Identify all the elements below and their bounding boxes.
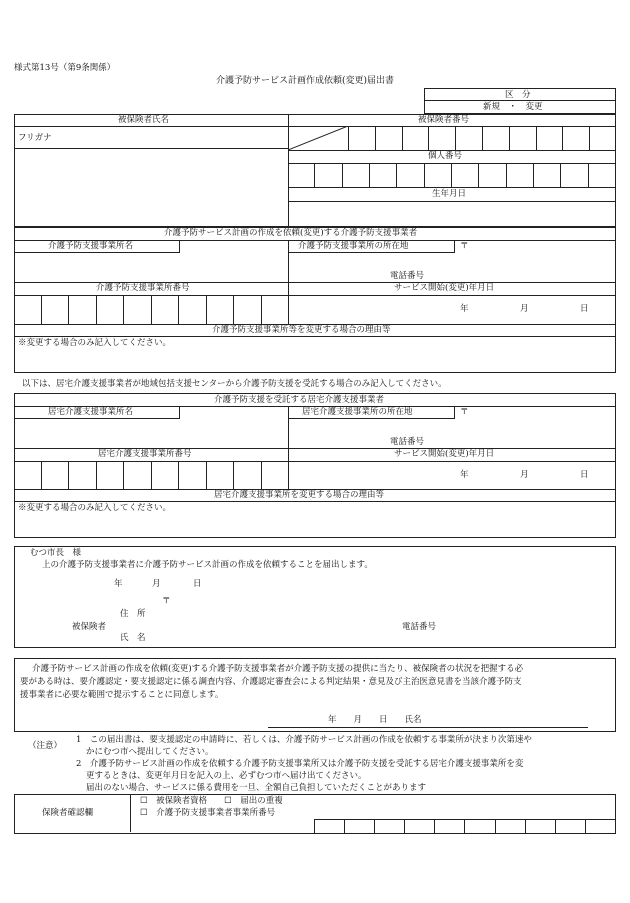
home-year: 年 (460, 470, 469, 480)
home-number-cells[interactable] (14, 461, 288, 489)
note-3: 届出のない場合、サービスに係る費用を一旦、全額自己負担していただくことがあります (86, 783, 427, 793)
note-1a: 1 この届出書は、要支援認定の申請時に、若しくは、介護予防サービス計画の作成を依頼する事業所が決まり次第速や (76, 735, 532, 745)
home-reason-note: ※変更する場合のみ記入してください。 (18, 503, 172, 513)
kubun-label: 区 分 (505, 90, 531, 100)
signature-line[interactable] (268, 727, 588, 728)
support-phone-label: 電話番号 (390, 271, 425, 281)
confirm-number-cells[interactable] (314, 819, 615, 833)
notes-label: （注意） (28, 741, 63, 751)
support-month: 月 (520, 304, 529, 314)
home-day: 日 (580, 470, 589, 480)
support-start-label: サービス開始(変更)年月日 (394, 283, 495, 293)
declaration-year: 年 (114, 579, 123, 589)
kojin-number-cells[interactable] (288, 163, 615, 187)
support-number-cells[interactable] (14, 295, 288, 324)
note-1b: かにむつ市へ提出してください。 (86, 747, 214, 757)
note-2b: 更するときは、変更年月日を記入の上、必ずむつ市へ届け出てください。 (86, 771, 367, 781)
kojin-label: 個人番号 (428, 151, 463, 161)
slash-cell (288, 126, 348, 150)
confirm-check2[interactable]: ☐ 介護予防支援事業者事業所番号 (140, 808, 276, 818)
home-number-label: 居宅介護支援事業所番号 (98, 449, 192, 459)
confirm-check1[interactable]: ☐ 被保険者資格 ☐ 届出の重複 (140, 796, 283, 806)
furigana-label: フリガナ (18, 133, 52, 143)
declaration-month: 月 (152, 579, 161, 589)
declaration-postal: 〒 (162, 596, 171, 606)
kubun-options[interactable]: 新規 ・ 変更 (483, 102, 543, 112)
birth-field[interactable] (289, 202, 614, 225)
insured-name-label: 被保険者氏名 (118, 115, 170, 125)
form-id: 様式第13号（第9条関係） (14, 63, 116, 73)
declaration-addressee: むつ市長 様 (30, 548, 82, 558)
consent-line2: 要がある時は、要介護認定・要支援認定に係る調査内容、介護認定審査会による判定結果・意見及び主治医意見書を当該介護予防支 (20, 677, 522, 687)
support-number-label: 介護予防支援事業所番号 (96, 283, 190, 293)
support-reason-field[interactable] (15, 337, 613, 370)
home-name-field[interactable] (15, 419, 287, 447)
consent-line3: 援事業者に必要な範囲で提示することに同意します。 (20, 690, 224, 700)
home-reason-field[interactable] (15, 502, 613, 535)
declaration-day: 日 (193, 579, 202, 589)
home-section-title: 介護予防支援を受託する居宅介護支援事業者 (214, 395, 385, 405)
declaration-address-label: 住 所 (120, 609, 146, 619)
home-address-label: 居宅介護支援事業所の所在地 (302, 407, 413, 417)
confirm-label: 保険者確認欄 (42, 808, 94, 818)
home-name-label: 居宅介護支援事業所名 (48, 407, 134, 417)
support-reason-note: ※変更する場合のみ記入してください。 (18, 338, 172, 348)
home-start-label: サービス開始(変更)年月日 (394, 449, 495, 459)
birth-label: 生年月日 (432, 189, 467, 199)
support-name-field[interactable] (15, 253, 287, 281)
support-postal: 〒 (460, 241, 469, 251)
support-day: 日 (580, 304, 589, 314)
insured-name-field[interactable] (15, 149, 287, 225)
insured-number-cells[interactable] (348, 126, 616, 150)
support-reason-title: 介護予防支援事業所等を変更する場合の理由等 (212, 325, 391, 335)
declaration-name-label: 氏 名 (120, 633, 146, 643)
note-2a: 2 介護予防サービス計画の作成を依頼する介護予防支援事業所又は介護予防支援を受託する居宅介護支援事業所を変 (76, 759, 524, 769)
consent-date-name: 年 月 日 氏名 (328, 715, 422, 725)
declaration-text: 上の介護予防支援事業者に介護予防サービス計画の作成を依頼することを届出します。 (42, 560, 373, 570)
home-reason-title: 居宅介護支援事業所を変更する場合の理由等 (214, 490, 385, 500)
home-month: 月 (520, 470, 529, 480)
support-section-title: 介護予防サービス計画の作成を依頼(変更)する介護予防支援事業者 (164, 228, 418, 238)
kubun-box (424, 88, 616, 114)
insured-number-label: 被保険者番号 (418, 115, 470, 125)
home-postal: 〒 (460, 407, 469, 417)
declaration-phone-label: 電話番号 (402, 622, 437, 632)
home-phone-label: 電話番号 (390, 437, 425, 447)
page-title: 介護予防サービス計画作成依頼(変更)届出書 (216, 76, 395, 86)
consent-line1: 介護予防サービス計画の作成を依頼(変更)する介護予防支援事業者が介護予防支援の提供に当たり、被保険者の状況を把握する必 (32, 664, 524, 674)
support-year: 年 (460, 304, 469, 314)
notice-line: 以下は、居宅介護支援事業者が地域包括支援センターから介護予防支援を受託する場合のみ記入してください。 (22, 379, 447, 389)
support-name-label: 介護予防支援事業所名 (48, 241, 134, 251)
support-address-label: 介護予防支援事業所の所在地 (298, 241, 409, 251)
declaration-insured-label: 被保険者 (72, 622, 107, 632)
